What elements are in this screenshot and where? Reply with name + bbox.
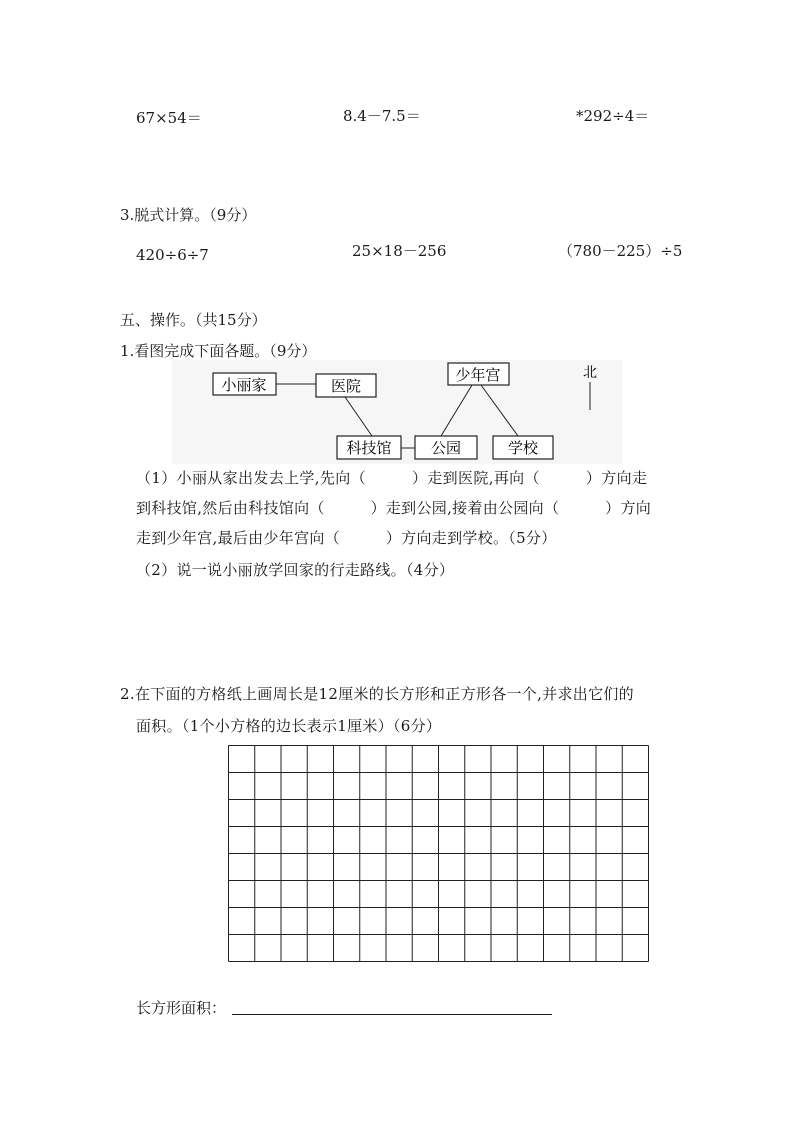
q1-part1-line3: 走到少年宫,最后由少年宫向（ ）方向走到学校。（5分）	[136, 529, 557, 547]
calc-item-2: 8.4－7.5＝	[343, 107, 421, 125]
q2-line1: 2.在下面的方格纸上画周长是12厘米的长方形和正方形各一个,并求出它们的	[120, 685, 634, 703]
park-label: 公园	[430, 439, 462, 457]
palace-label: 少年宫	[455, 366, 501, 384]
sci-museum-label: 科技馆	[346, 439, 392, 457]
q3-item-1: 420÷6÷7	[136, 246, 209, 264]
q1-part1-line1: （1）小丽从家出发去上学,先向（ ）走到医院,再向（ ）方向走	[136, 469, 648, 487]
calc-item-1: 67×54＝	[136, 109, 202, 127]
q3-item-2: 25×18－256	[352, 242, 447, 260]
q1-title: 1.看图完成下面各题。（9分）	[120, 342, 317, 360]
q1-part2: （2）说一说小丽放学回家的行走路线。（4分）	[136, 561, 455, 579]
q1-part1-line2: 到科技馆,然后由科技馆向（ ）走到公园,接着由公园向（ ）方向	[136, 499, 652, 517]
section5-title: 五、操作。（共15分）	[120, 311, 267, 329]
grid-paper[interactable]	[228, 745, 649, 962]
route-map	[172, 360, 622, 464]
q3-item-3: （780－225）÷5	[558, 242, 683, 260]
calc-item-3: *292÷4＝	[576, 107, 650, 125]
q2-line2: 面积。（1个小方格的边长表示1厘米）（6分）	[136, 717, 442, 735]
q3-title: 3.脱式计算。（9分）	[120, 206, 257, 224]
hospital-label: 医院	[330, 377, 362, 395]
school-label: 学校	[507, 439, 539, 457]
rect-area-label: 长方形面积：	[136, 999, 227, 1017]
rect-area-answer-line[interactable]	[232, 1014, 552, 1015]
home-label: 小丽家	[221, 376, 267, 394]
north-label: 北	[583, 365, 597, 381]
